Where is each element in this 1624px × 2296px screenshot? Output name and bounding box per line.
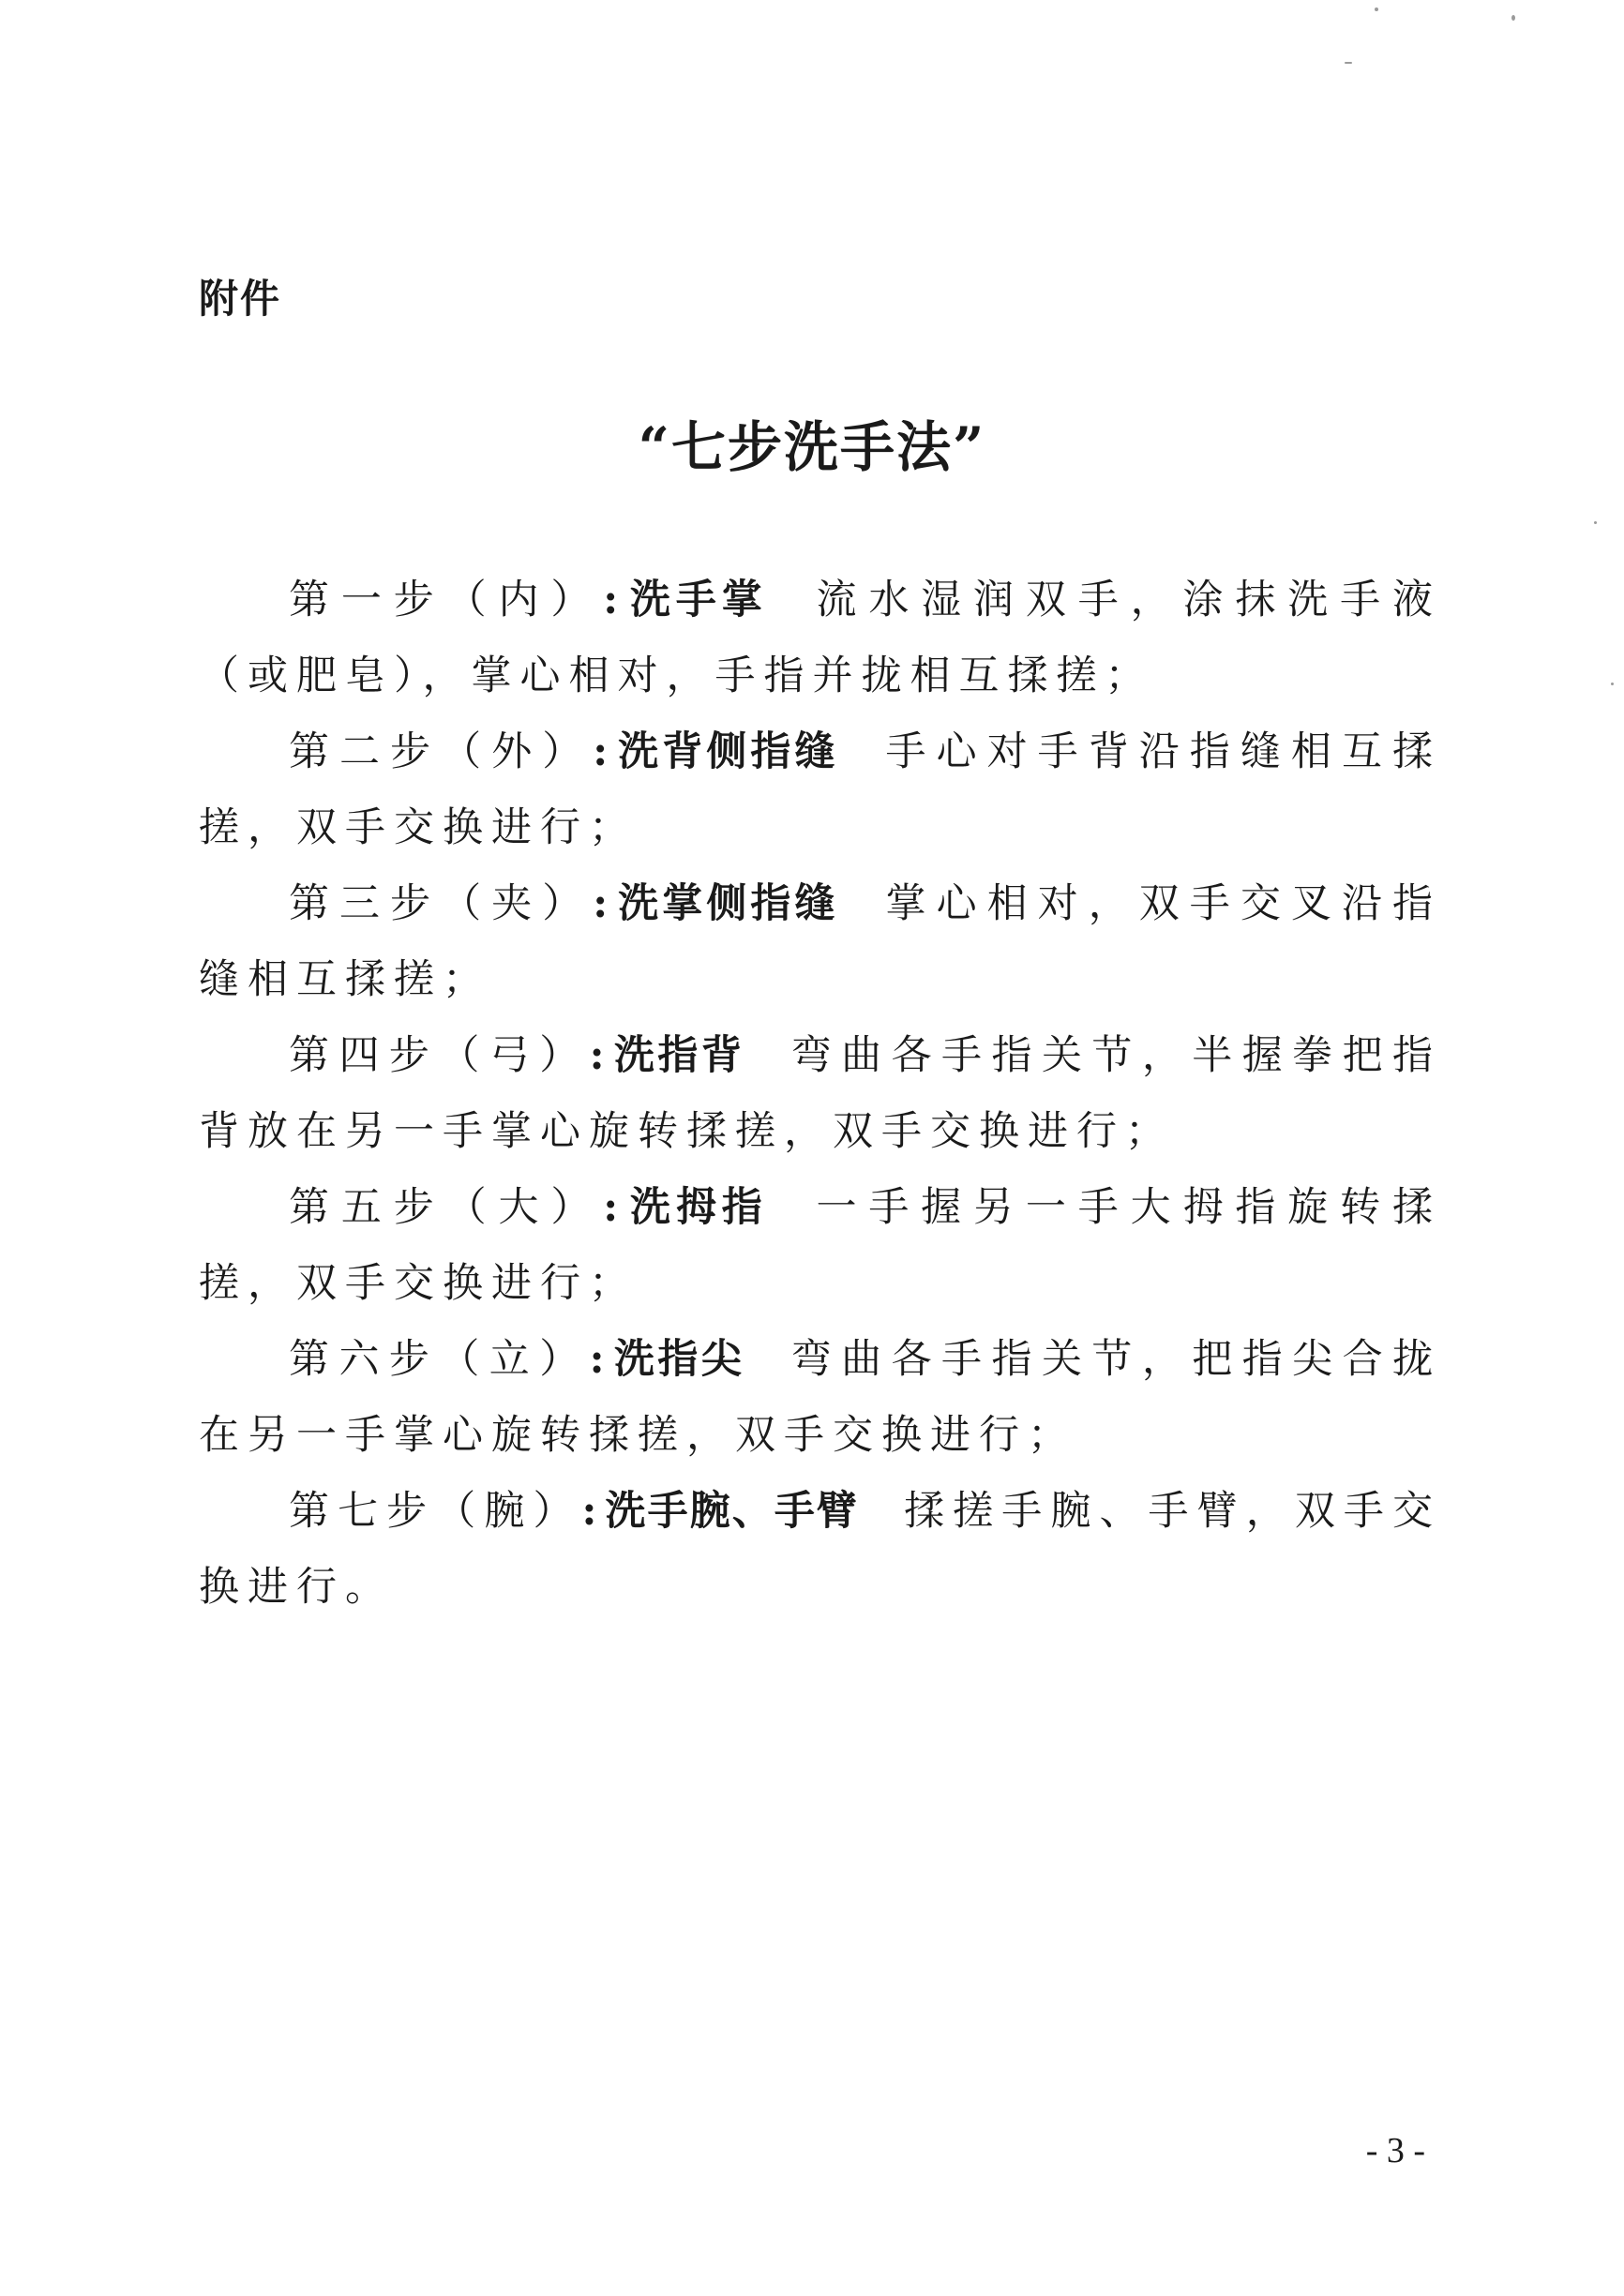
step-prefix: 第三步（夹） <box>289 880 594 927</box>
step-3 <box>199 866 1441 1018</box>
step-prefix: 第四步（弓） <box>289 1032 590 1079</box>
step-colon: : <box>593 728 617 775</box>
step-prefix: 第六步（立） <box>289 1336 590 1383</box>
step-heading: 洗手掌 <box>626 577 768 623</box>
step-heading: 洗手腕、手臂 <box>605 1488 860 1535</box>
step-heading: 洗背侧指缝 <box>616 728 839 775</box>
steps-list <box>199 563 1441 1626</box>
step-colon: : <box>589 1336 613 1383</box>
step-text: 弯曲各手指关节，半握拳把指背放在另一手掌心旋转揉搓，双手交换进行； <box>199 1032 1442 1155</box>
step-heading: 洗拇指 <box>626 1184 768 1231</box>
step-colon: : <box>589 1032 613 1079</box>
step-text: 弯曲各手指关节，把指尖合拢在另一手掌心旋转揉搓，双手交换进行； <box>199 1336 1442 1459</box>
step-heading: 洗指尖 <box>612 1336 745 1383</box>
step-text: 手心对手背沿指缝相互揉搓，双手交换进行； <box>199 728 1442 851</box>
page-number: - 3 - <box>1365 2131 1425 2170</box>
step-2 <box>199 714 1441 866</box>
step-7 <box>199 1474 1441 1626</box>
scan-speck <box>1594 521 1597 524</box>
step-text: 掌心相对，双手交叉沿指缝相互揉搓； <box>199 880 1442 1003</box>
step-prefix: 第一步（内） <box>289 577 604 623</box>
step-4 <box>199 1018 1441 1170</box>
step-text: 一手握另一手大拇指旋转揉搓，双手交换进行； <box>199 1184 1442 1307</box>
step-text: 揉搓手腕、手臂，双手交换进行。 <box>199 1488 1442 1611</box>
attachment-label: 附件 <box>199 276 282 322</box>
step-colon: : <box>593 880 617 927</box>
scan-speck <box>1345 62 1352 64</box>
step-text: 流水湿润双手，涂抹洗手液（或肥皂），掌心相对，手指并拢相互揉搓； <box>199 577 1442 699</box>
scan-speck <box>1511 15 1515 21</box>
document-title: “七步洗手法” <box>638 415 986 479</box>
step-colon: : <box>603 1184 627 1231</box>
step-6 <box>199 1322 1441 1474</box>
step-colon: : <box>603 577 627 623</box>
step-5 <box>199 1170 1441 1322</box>
step-1 <box>199 563 1441 714</box>
scan-speck <box>1375 8 1378 11</box>
step-colon: : <box>581 1488 606 1535</box>
step-heading: 洗掌侧指缝 <box>616 880 839 927</box>
step-prefix: 第五步（大） <box>289 1184 604 1231</box>
step-heading: 洗指背 <box>612 1032 745 1079</box>
step-prefix: 第七步（腕） <box>289 1488 582 1535</box>
step-prefix: 第二步（外） <box>289 728 594 775</box>
scan-speck <box>1611 683 1614 685</box>
